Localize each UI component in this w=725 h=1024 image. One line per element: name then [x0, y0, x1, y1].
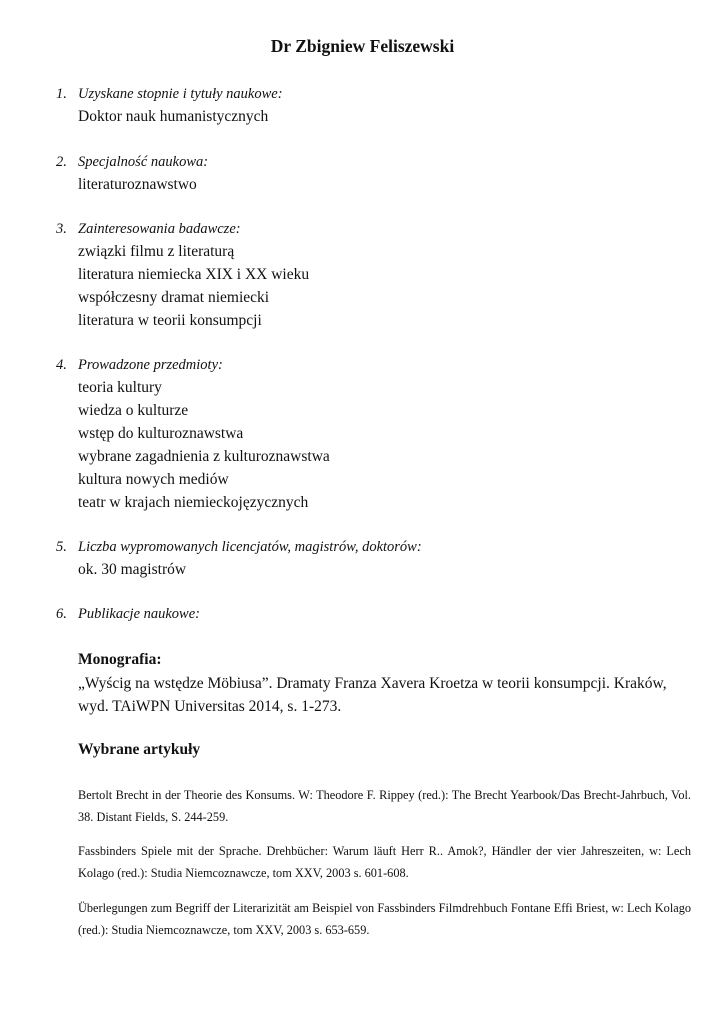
section-number: 4. [56, 357, 67, 373]
section-item: teatr w krajach niemieckojęzycznych [78, 494, 309, 511]
section-heading: Liczba wypromowanych licencjatów, magistrów, doktorów: [78, 539, 422, 555]
section-number: 3. [56, 221, 67, 237]
section-item: literaturoznawstwo [78, 176, 197, 193]
section-item: związki filmu z literaturą [78, 243, 235, 260]
section-item: wstęp do kulturoznawstwa [78, 425, 244, 442]
section-heading: Zainteresowania badawcze: [78, 221, 241, 237]
monograph-entry: „Wyścig na wstędze Möbiusa”. Dramaty Franza Xavera Kroetza w teorii konsumpcji. Kraków, wyd. TAiWPN Universitas 2014, s. 1-273. [78, 675, 667, 715]
section-item: kultura nowych mediów [78, 471, 229, 488]
articles-heading: Wybrane artykuły [78, 741, 201, 758]
monograph-heading: Monografia: [78, 651, 162, 668]
article-entry: Überlegungen zum Begriff der Literarizität am Beispiel von Fassbinders Filmdrehbuch Fontane Effi Briest, w: Lech Kolago (red.): Studia Niemcoznawcze, tom XXV, 2003 s. 653-659. [78, 901, 691, 937]
section-number: 1. [56, 86, 67, 102]
section-number: 5. [56, 539, 67, 555]
article-entry: Bertolt Brecht in der Theorie des Konsums. W: Theodore F. Rippey (red.): The Brecht Yearbook/Das Brecht-Jahrbuch, Vol. 38. Distant Fields, S. 244-259. [78, 788, 691, 824]
section-number: 6. [56, 606, 67, 622]
section-number: 2. [56, 154, 67, 170]
section-heading: Uzyskane stopnie i tytuły naukowe: [78, 86, 283, 102]
section-item: literatura niemiecka XIX i XX wieku [78, 266, 310, 283]
page-title: Dr Zbigniew Feliszewski [270, 36, 455, 56]
section-heading: Specjalność naukowa: [78, 154, 209, 170]
section-item: wybrane zagadnienia z kulturoznawstwa [78, 448, 330, 465]
section-item: wiedza o kulturze [78, 402, 189, 419]
section-item: współczesny dramat niemiecki [78, 289, 270, 306]
section-item: ok. 30 magistrów [78, 561, 187, 578]
section-item: literatura w teorii konsumpcji [78, 312, 262, 329]
section-heading: Publikacje naukowe: [78, 606, 200, 622]
section-item: teoria kultury [78, 379, 162, 396]
section-item: Doktor nauk humanistycznych [78, 108, 269, 125]
section-heading: Prowadzone przedmioty: [78, 357, 223, 373]
article-entry: Fassbinders Spiele mit der Sprache. Drehbücher: Warum läuft Herr R.. Amok?, Händler der vier Jahreszeiten, w: Lech Kolago (red.): Studia Niemcoznawcze, tom XXV, 2003 s. 601-608. [78, 844, 691, 880]
